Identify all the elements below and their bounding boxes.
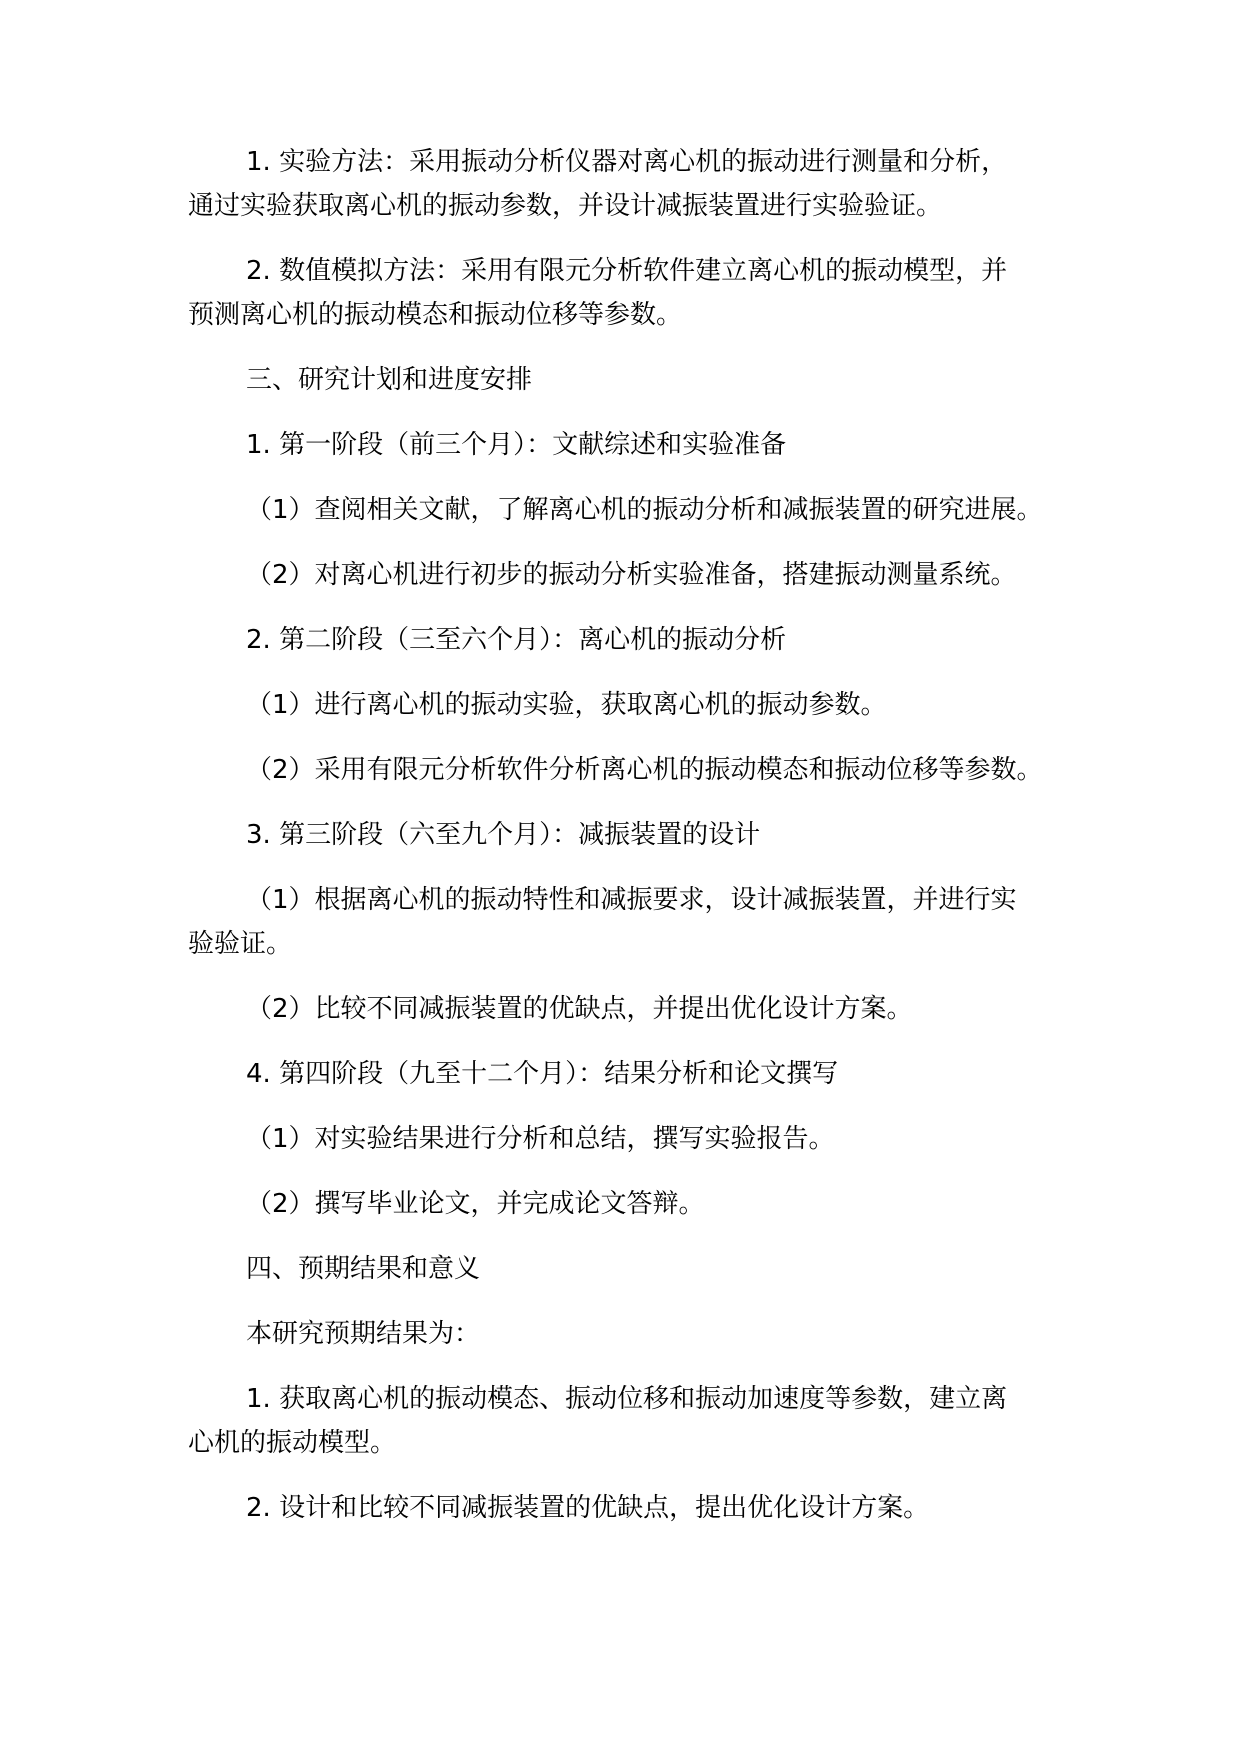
paragraph-line: 通过实验获取离心机的振动参数，并设计减振装置进行实验验证。	[188, 191, 943, 221]
phase-three-item-1	[188, 878, 1088, 966]
paragraph-line: （1）根据离心机的振动特性和减振要求，设计减振装置，并进行实	[246, 885, 1017, 915]
heading-text: 三、研究计划和进度安排	[246, 365, 533, 395]
paragraph-line: （1）进行离心机的振动实验，获取离心机的振动参数。	[246, 690, 887, 720]
document-page	[188, 140, 1088, 1551]
paragraph-line: 验验证。	[188, 929, 293, 959]
paragraph-line: 1. 获取离心机的振动模态、振动位移和振动加速度等参数，建立离	[246, 1384, 1008, 1414]
result-item-2	[188, 1486, 1088, 1530]
phase-three-heading	[188, 813, 1088, 857]
phase-two-item-2	[188, 748, 1088, 792]
results-intro	[188, 1312, 1088, 1356]
paragraph-line: 2. 第二阶段（三至六个月）：离心机的振动分析	[246, 625, 787, 655]
paragraph-line: （2）采用有限元分析软件分析离心机的振动模态和振动位移等参数。	[246, 755, 1043, 785]
phase-one-heading	[188, 423, 1088, 467]
paragraph-line: 3. 第三阶段（六至九个月）：减振装置的设计	[246, 820, 761, 850]
paragraph-line: 1. 实验方法：采用振动分析仪器对离心机的振动进行测量和分析，	[246, 147, 1008, 177]
paragraph-line: 2. 设计和比较不同减振装置的优缺点，提出优化设计方案。	[246, 1493, 930, 1523]
phase-four-heading	[188, 1052, 1088, 1096]
paragraph-line: （2）撰写毕业论文，并完成论文答辩。	[246, 1189, 705, 1219]
paragraph-experiment-method	[188, 140, 1088, 228]
paragraph-line: （1）对实验结果进行分析和总结，撰写实验报告。	[246, 1124, 835, 1154]
phase-one-item-2	[188, 553, 1088, 597]
paragraph-line: （2）比较不同减振装置的优缺点，并提出优化设计方案。	[246, 994, 913, 1024]
phase-three-item-2	[188, 987, 1088, 1031]
phase-one-item-1	[188, 488, 1088, 532]
phase-four-item-1	[188, 1117, 1088, 1161]
section-heading-results	[188, 1247, 1088, 1291]
paragraph-line: 4. 第四阶段（九至十二个月）：结果分析和论文撰写	[246, 1059, 839, 1089]
phase-two-heading	[188, 618, 1088, 662]
phase-four-item-2	[188, 1182, 1088, 1226]
phase-two-item-1	[188, 683, 1088, 727]
paragraph-line: 2. 数值模拟方法：采用有限元分析软件建立离心机的振动模型，并	[246, 256, 1008, 286]
paragraph-line: （2）对离心机进行初步的振动分析实验准备，搭建振动测量系统。	[246, 560, 1017, 590]
paragraph-numerical-method	[188, 249, 1088, 337]
paragraph-line: 心机的振动模型。	[188, 1428, 397, 1458]
paragraph-line: 预测离心机的振动模态和振动位移等参数。	[188, 300, 683, 330]
paragraph-line: 本研究预期结果为：	[246, 1319, 481, 1349]
paragraph-line: （1）查阅相关文献，了解离心机的振动分析和减振装置的研究进展。	[246, 495, 1043, 525]
section-heading-plan	[188, 358, 1088, 402]
result-item-1	[188, 1377, 1088, 1465]
heading-text: 四、预期结果和意义	[246, 1254, 481, 1284]
paragraph-line: 1. 第一阶段（前三个月）：文献综述和实验准备	[246, 430, 787, 460]
